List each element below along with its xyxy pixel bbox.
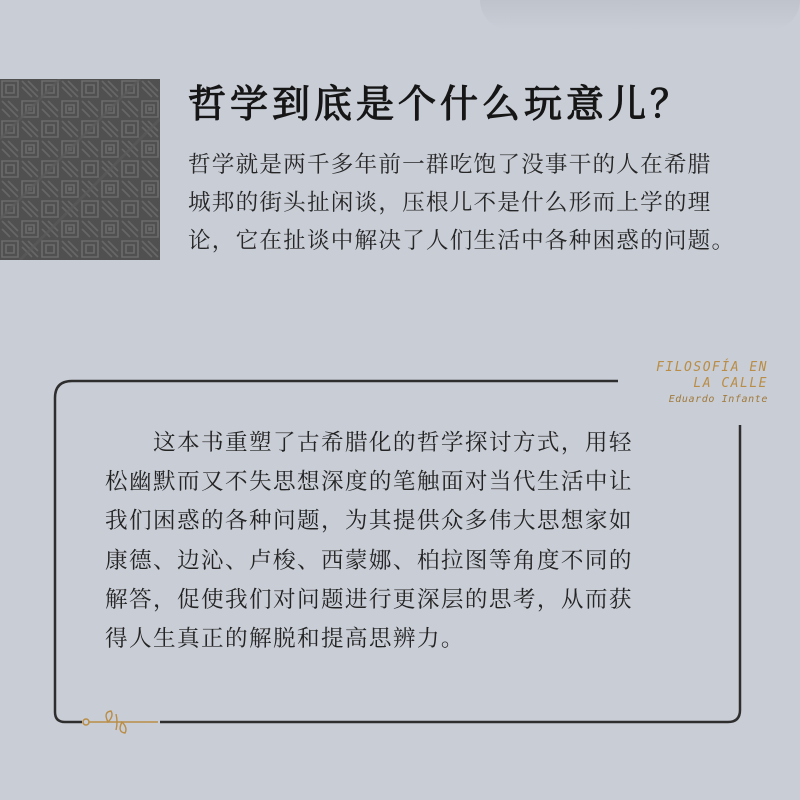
- description-line: 这本书重塑了古希腊化的哲学探讨方式，用轻: [105, 430, 633, 456]
- book-author: Eduardo Infante: [668, 394, 768, 405]
- description-line: 松幽默而又不失思想深度的笔触面对当代生活中让: [105, 469, 633, 496]
- description-line: 解答，促使我们对问题进行更深层的思考，从而获: [105, 586, 633, 613]
- description-line: 得人生真正的解脱和提高思辨力。: [105, 626, 465, 653]
- intro-line: 哲学就是两千多年前一群吃饱了没事干的人在希腊: [188, 152, 712, 178]
- intro-line: 城邦的街头扯闲谈，压根儿不是什么形而上学的理: [188, 190, 712, 216]
- book-title-label: [656, 360, 768, 408]
- book-title-line: FILOSOFÍA EN: [656, 360, 768, 375]
- description-paragraph: [105, 424, 705, 659]
- description-line: 我们困惑的各种问题，为其提供众多伟大思想家如: [105, 508, 633, 535]
- description-line: 康德、边沁、卢梭、西蒙娜、柏拉图等角度不同的: [105, 547, 633, 574]
- vine-ornament-icon: [78, 708, 168, 738]
- book-title-line: LA CALLE: [693, 376, 768, 391]
- intro-line: 论，它在扯谈中解决了人们生活中各种困惑的问题。: [188, 228, 736, 254]
- page-title: 哲学到底是个什么玩意儿？: [188, 82, 693, 126]
